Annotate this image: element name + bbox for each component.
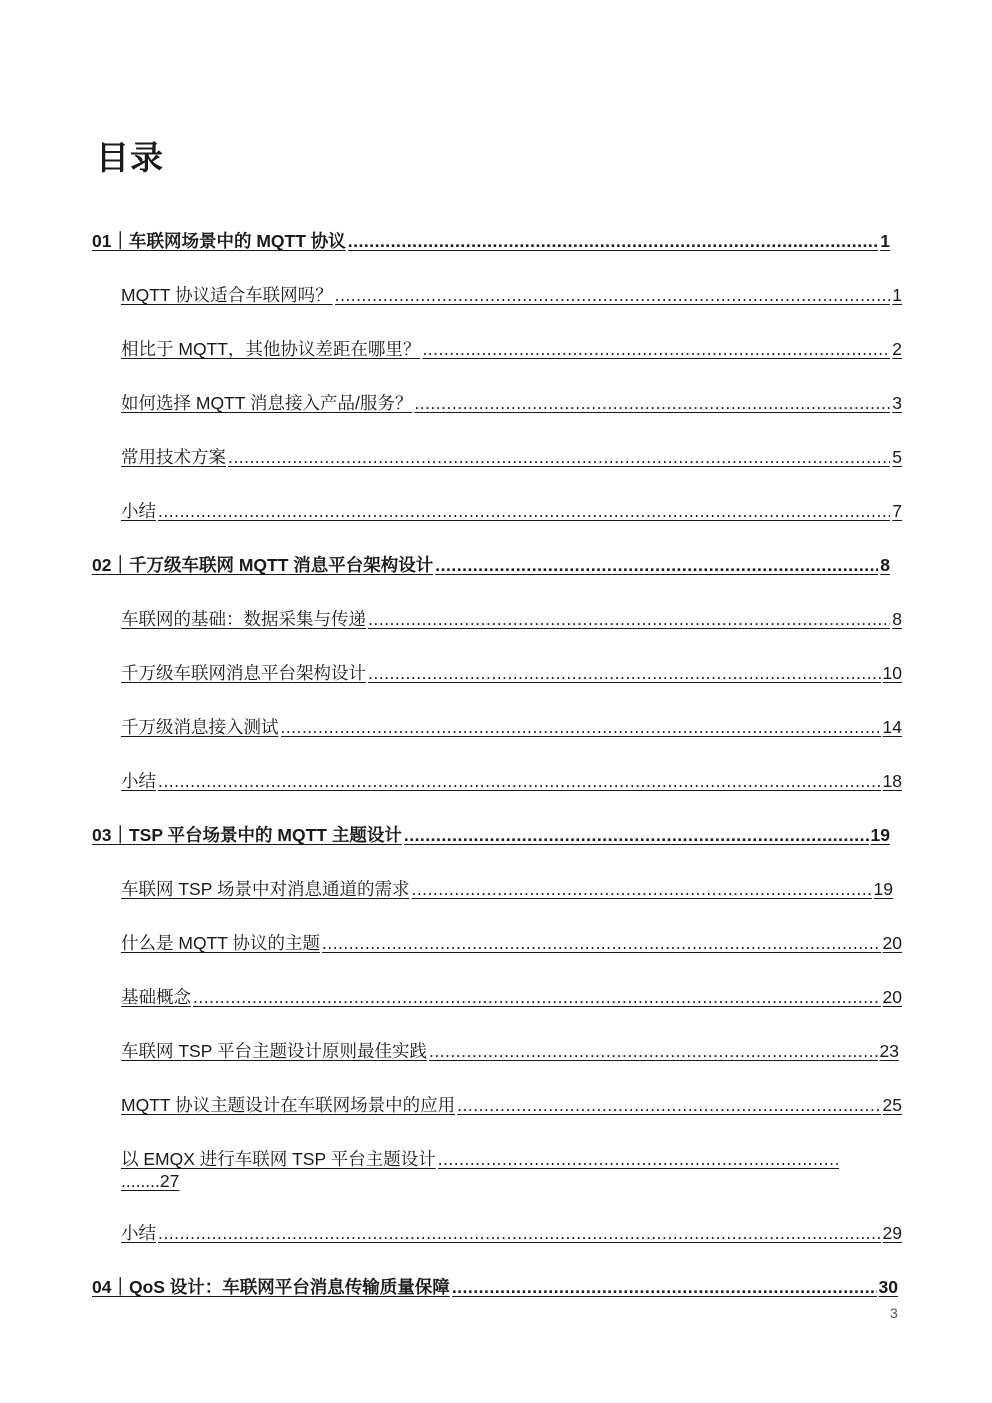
toc-entry-page: 29 (882, 1223, 902, 1243)
toc-entry-page: 27 (159, 1171, 180, 1191)
toc-entry-section[interactable] (121, 284, 902, 306)
dot-leader (452, 1276, 877, 1298)
toc-entry-label: 车联网的基础：数据采集与传递 (121, 609, 366, 629)
dot-leader (422, 338, 890, 360)
toc-entry-page: 20 (882, 933, 902, 953)
toc-entry-section[interactable] (121, 932, 902, 954)
toc-entry-page: 8 (892, 609, 902, 629)
toc-entry-section[interactable] (121, 986, 902, 1008)
toc-entry-chapter-04[interactable] (92, 1276, 898, 1298)
dot-leader (404, 824, 869, 846)
toc-entry-label: 车联网 TSP 平台主题设计原则最佳实践 (121, 1041, 427, 1061)
toc-entry-page: 3 (892, 393, 902, 413)
toc-entry-page: 5 (892, 447, 902, 467)
toc-entry-label: 什么是 MQTT 协议的主题 (121, 933, 320, 953)
dot-leader (322, 932, 881, 954)
toc-entry-chapter-03[interactable] (92, 824, 890, 846)
dot-leader (158, 770, 881, 792)
dot-leader (414, 392, 890, 414)
dot-leader (281, 716, 881, 738)
toc-entry-label: 车联网 TSP 场景中对消息通道的需求 (121, 879, 410, 899)
toc-entry-chapter-01[interactable] (92, 230, 890, 252)
toc-entry-label: 03｜TSP 平台场景中的 MQTT 主题设计 (92, 825, 402, 845)
toc-entry-label: 千万级车联网消息平台架构设计 (121, 663, 366, 683)
toc-entry-chapter-02[interactable] (92, 554, 890, 576)
toc-entry-page: 30 (878, 1277, 898, 1297)
toc-entry-section-wrapped[interactable] (121, 1148, 851, 1192)
toc-entry-page: 1 (892, 285, 902, 305)
toc-entry-label: 常用技术方案 (121, 447, 226, 467)
toc-entry-section[interactable] (121, 662, 902, 684)
toc-heading: 目录 (96, 139, 164, 176)
toc-entry-label: 小结 (121, 1223, 156, 1243)
toc-entry-page: 7 (892, 501, 902, 521)
toc-entry-section[interactable] (121, 716, 902, 738)
dot-leader (368, 662, 881, 684)
toc-entry-label: 02｜千万级车联网 MQTT 消息平台架构设计 (92, 555, 434, 575)
dot-leader (457, 1094, 880, 1116)
dot-leader (158, 1222, 881, 1244)
dot-leader (348, 230, 879, 252)
toc-entry-page: 10 (882, 663, 902, 683)
toc-entry-section[interactable] (121, 1222, 902, 1244)
dot-leader (411, 878, 871, 900)
toc-entry-label: 小结 (121, 771, 156, 791)
toc-entry-page: 8 (880, 555, 890, 575)
toc-entry-page: 1 (880, 231, 890, 251)
toc-entry-section[interactable] (121, 392, 902, 414)
dot-leader (335, 284, 891, 306)
toc-entry-section[interactable] (121, 338, 902, 360)
toc-entry-label: MQTT 协议主题设计在车联网场景中的应用 (121, 1095, 456, 1115)
dot-leader-continued: ........ (121, 1171, 160, 1191)
toc-entry-page: 19 (873, 879, 893, 899)
toc-entry-page: 23 (879, 1041, 899, 1061)
toc-entry-first-line (121, 1148, 841, 1170)
dot-leader (435, 554, 878, 576)
dot-leader (228, 446, 890, 468)
toc-entry-page: 18 (882, 771, 902, 791)
toc-entry-label: 01｜车联网场景中的 MQTT 协议 (92, 231, 346, 251)
toc-entry-section[interactable] (121, 878, 893, 900)
toc-entry-label: 千万级消息接入测试 (121, 717, 279, 737)
page-number: 3 (890, 1305, 898, 1321)
dot-leader (193, 986, 881, 1008)
toc-entry-label: 小结 (121, 501, 156, 521)
dot-leader (368, 608, 890, 630)
toc-entry-section[interactable] (121, 608, 902, 630)
dot-leader (438, 1148, 839, 1170)
toc-entry-label: 如何选择 MQTT 消息接入产品/服务？ (121, 393, 413, 413)
toc-entry-label: 04｜QoS 设计：车联网平台消息传输质量保障 (92, 1277, 450, 1297)
toc-entry-label: 以 EMQX 进行车联网 TSP 平台主题设计 (121, 1149, 436, 1169)
toc-entry-section[interactable] (121, 1094, 902, 1116)
dot-leader (429, 1040, 878, 1062)
toc-entry-label: MQTT 协议适合车联网吗？ (121, 285, 333, 305)
dot-leader (158, 500, 890, 522)
toc-entry-page: 2 (892, 339, 902, 359)
toc-entry-page: 20 (882, 987, 902, 1007)
toc-entry-second-line (121, 1170, 851, 1192)
toc-entry-page: 25 (882, 1095, 902, 1115)
toc-entry-section[interactable] (121, 770, 902, 792)
toc-entry-label: 基础概念 (121, 987, 191, 1007)
toc-entry-section[interactable] (121, 500, 902, 522)
toc-entry-section[interactable] (121, 1040, 899, 1062)
toc-entry-section[interactable] (121, 446, 902, 468)
toc-entry-label: 相比于 MQTT，其他协议差距在哪里？ (121, 339, 421, 359)
toc-entry-page: 14 (882, 717, 902, 737)
toc-entry-page: 19 (870, 825, 890, 845)
